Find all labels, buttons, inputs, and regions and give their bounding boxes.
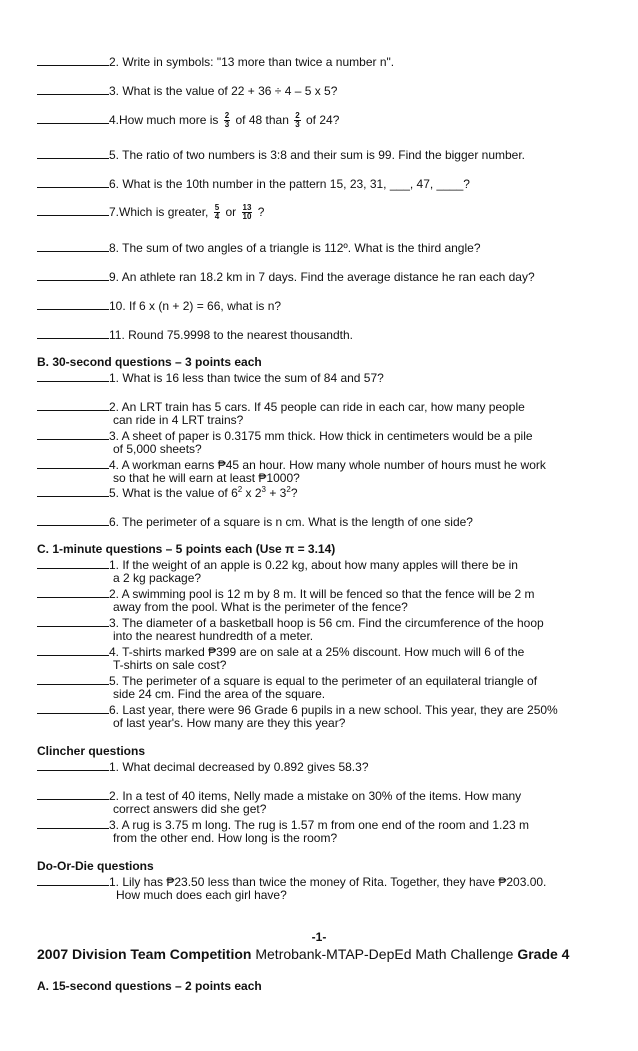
answer-blank[interactable] <box>37 204 109 216</box>
question-clincher-2-cont: correct answers did she get? <box>113 802 267 816</box>
answer-blank[interactable] <box>37 673 109 685</box>
question-b3: 3. A sheet of paper is 0.3175 mm thick. How thick in centimeters would be a pile <box>37 428 617 443</box>
answer-blank[interactable] <box>37 327 109 339</box>
question-c4: 4. T-shirts marked ₱399 are on sale at a 25% discount. How much will 6 of the <box>37 644 617 659</box>
answer-blank[interactable] <box>37 269 109 281</box>
answer-blank[interactable] <box>37 817 109 829</box>
question-b4: 4. A workman earns ₱45 an hour. How many whole number of hours must he work <box>37 457 617 472</box>
question-c5-cont: side 24 cm. Find the area of the square. <box>113 687 326 701</box>
question-c1-cont: a 2 kg package? <box>113 571 202 585</box>
answer-blank[interactable] <box>37 54 109 66</box>
question-b4-cont: so that he will earn at least ₱1000? <box>113 471 300 485</box>
answer-blank[interactable] <box>37 457 109 469</box>
answer-blank[interactable] <box>37 112 109 124</box>
question-c6: 6. Last year, there were 96 Grade 6 pupils in a new school. This year, they are 250% <box>37 702 617 717</box>
answer-blank[interactable] <box>37 759 109 771</box>
question-c3: 3. The diameter of a basketball hoop is 56 cm. Find the circumference of the hoop <box>37 615 617 630</box>
question-a10: 10. If 6 x (n + 2) = 66, what is n? <box>37 298 617 313</box>
question-c6-cont: of last year's. How many are they this year? <box>113 716 346 730</box>
question-do-or-die-1: 1. Lily has ₱23.50 less than twice the money of Rita. Together, they have ₱203.00. <box>37 874 617 889</box>
question-a3: 3. What is the value of 22 + 36 ÷ 4 – 5 x 5? <box>37 83 617 98</box>
question-b2-cont: can ride in 4 LRT trains? <box>113 413 244 427</box>
answer-blank[interactable] <box>37 485 109 497</box>
question-c2: 2. A swimming pool is 12 m by 8 m. It will be fenced so that the fence will be 2 m <box>37 586 617 601</box>
question-c1: 1. If the weight of an apple is 0.22 kg, about how many apples will there be in <box>37 557 617 572</box>
question-b1: 1. What is 16 less than twice the sum of 84 and 57? <box>37 370 617 385</box>
section-a-heading: A. 15-second questions – 2 points each <box>37 979 262 993</box>
question-b5: 5. What is the value of $6^2$ x $2^3 + 3^2$? <box>37 485 617 500</box>
question-c4-cont: T-shirts on sale cost? <box>113 658 227 672</box>
question-a4: 4.How much more is $\frac{2}{3}$ of 48 than $\frac{2}{3}$ of 24? <box>37 110 617 130</box>
fraction: $\frac{13}{10}$ <box>242 203 252 222</box>
answer-blank[interactable] <box>37 644 109 656</box>
answer-blank[interactable] <box>37 514 109 526</box>
question-a8: 8. The sum of two angles of a triangle is 112º. What is the third angle? <box>37 240 617 255</box>
question-a7: 7.Which is greater, $\frac{5}{4}$ or $\frac{13}{10}$ ? <box>37 202 617 222</box>
question-clincher-3-cont: from the other end. How long is the room? <box>113 831 338 845</box>
answer-blank[interactable] <box>37 298 109 310</box>
answer-blank[interactable] <box>37 240 109 252</box>
clincher-heading: Clincher questions <box>37 744 146 758</box>
do-or-die-heading: Do-Or-Die questions <box>37 859 154 873</box>
section-c-heading: C. 1-minute questions – 5 points each (Use π = 3.14) <box>37 542 336 556</box>
question-b6: 6. The perimeter of a square is n cm. What is the length of one side? <box>37 514 617 529</box>
question-a6: 6. What is the 10th number in the pattern 15, 23, 31, ___, 47, ____? <box>37 176 617 191</box>
competition-title: 2007 Division Team Competition Metrobank-MTAP-DepEd Math Challenge Grade 4 <box>37 946 570 962</box>
answer-blank[interactable] <box>37 147 109 159</box>
question-a9: 9. An athlete ran 18.2 km in 7 days. Find the average distance he ran each day? <box>37 269 617 284</box>
answer-blank[interactable] <box>37 874 109 886</box>
question-c2-cont: away from the pool. What is the perimeter of the fence? <box>113 600 408 614</box>
question-do-or-die-1-cont: How much does each girl have? <box>116 888 287 902</box>
fraction: $\frac{2}{3}$ <box>224 111 230 130</box>
question-c5: 5. The perimeter of a square is equal to the perimeter of an equilateral triangle of <box>37 673 617 688</box>
fraction: $\frac{5}{4}$ <box>214 203 220 222</box>
answer-blank[interactable] <box>37 83 109 95</box>
section-b-heading: B. 30-second questions – 3 points each <box>37 355 262 369</box>
question-b3-cont: of 5,000 sheets? <box>113 442 202 456</box>
answer-blank[interactable] <box>37 557 109 569</box>
fraction: $\frac{2}{3}$ <box>295 111 300 130</box>
question-clincher-2: 2. In a test of 40 items, Nelly made a mistake on 30% of the items. How many <box>37 788 617 803</box>
question-c3-cont: into the nearest hundredth of a meter. <box>113 629 314 643</box>
answer-blank[interactable] <box>37 702 109 714</box>
question-a11: 11. Round 75.9998 to the nearest thousandth. <box>37 327 617 342</box>
answer-blank[interactable] <box>37 399 109 411</box>
question-clincher-3: 3. A rug is 3.75 m long. The rug is 1.57 m from one end of the room and 1.23 m <box>37 817 617 832</box>
question-a5: 5. The ratio of two numbers is 3:8 and their sum is 99. Find the bigger number. <box>37 147 617 162</box>
question-a2: 2. Write in symbols: "13 more than twice a number n". <box>37 54 617 69</box>
answer-blank[interactable] <box>37 615 109 627</box>
question-b2: 2. An LRT train has 5 cars. If 45 people can ride in each car, how many people <box>37 399 617 414</box>
answer-blank[interactable] <box>37 586 109 598</box>
answer-blank[interactable] <box>37 428 109 440</box>
question-clincher-1: 1. What decimal decreased by 0.892 gives 58.3? <box>37 759 617 774</box>
answer-blank[interactable] <box>37 370 109 382</box>
answer-blank[interactable] <box>37 788 109 800</box>
page-number: -1- <box>311 930 327 944</box>
answer-blank[interactable] <box>37 176 109 188</box>
